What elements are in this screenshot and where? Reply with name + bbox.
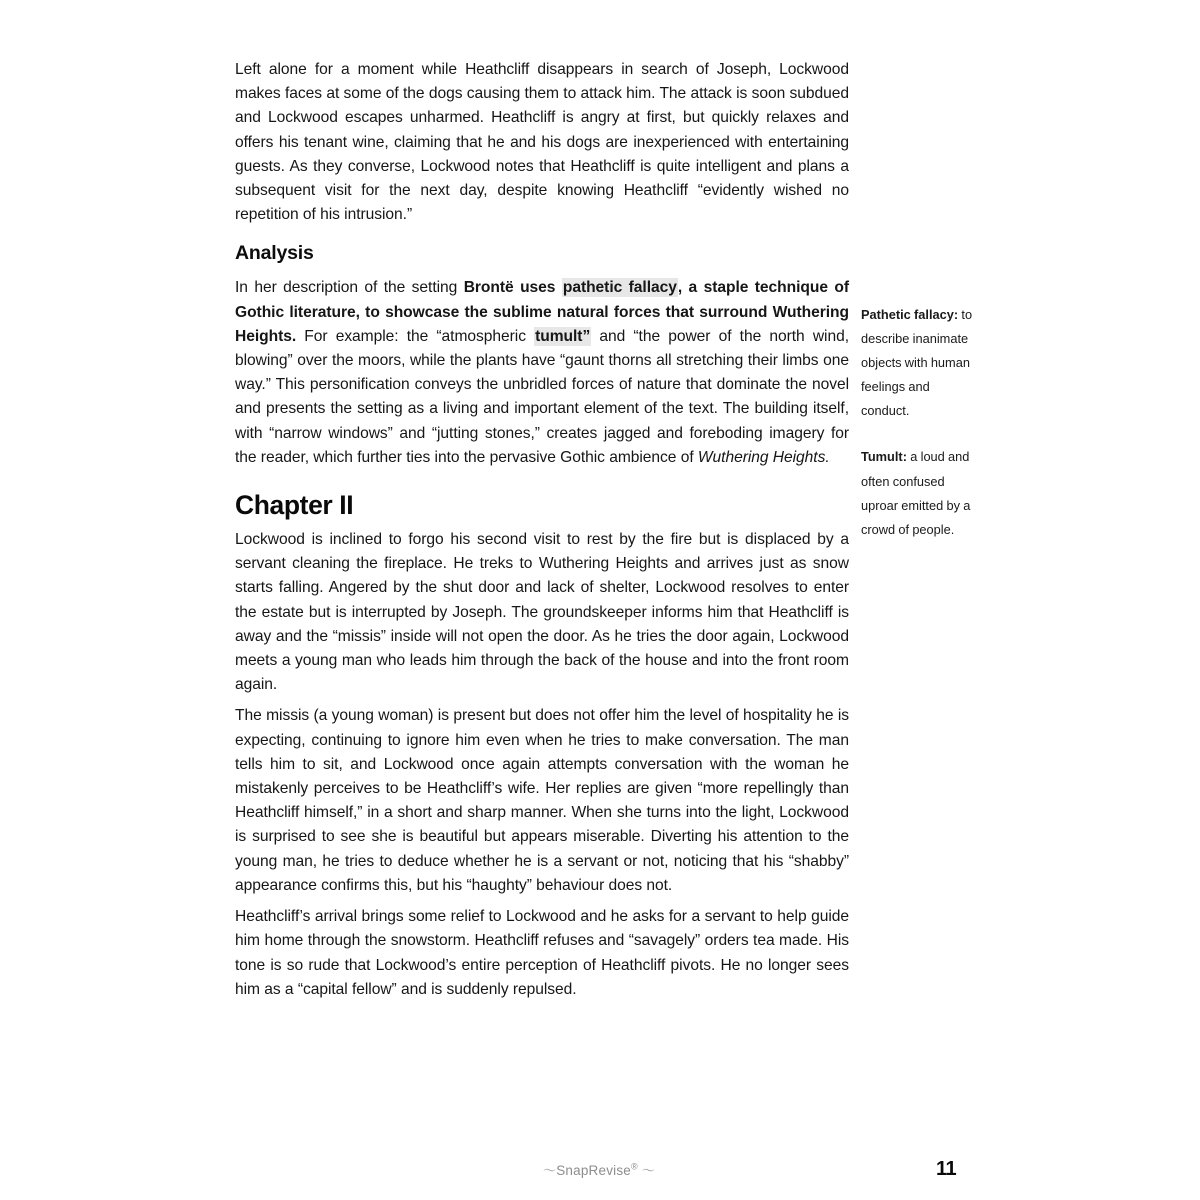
main-text-column (235, 58, 849, 1002)
analysis-heading: Analysis (235, 242, 314, 265)
page-number: 11 (936, 1158, 957, 1180)
analysis-paragraph (235, 276, 849, 470)
book-title-italic: Wuthering Heights. (697, 448, 830, 466)
analysis-run-bold-technique: , a staple technique of Gothic literature, to showcase the sublime natural forces that surround Wuthering Heights. (235, 279, 850, 345)
chapter-heading: Chapter II (235, 490, 354, 521)
glossary-term: Pathetic fallacy: (861, 307, 959, 322)
tilde-left-icon: 〜 (543, 1163, 557, 1178)
registered-trademark-icon: ® (631, 1161, 638, 1172)
analysis-run-plain-example: For example: the “atmospheric (296, 327, 535, 345)
chapter-paragraph: Lockwood is inclined to forgo his second visit to rest by the fire but is displaced by a servant cleaning the fireplace. He treks to Wuthering Heights and arrives just as snow starts falling. Angered by the shut door and lack of shelter, Lockwood resolves to enter the estate but is interrupted by Joseph. The groundskeeper informs him that Heathcliff is away and the “missis” inside will not open the door. As he tries the door again, Lockwood meets a young man who leads him through the back of the house and into the front room again. (235, 531, 849, 694)
page-footer (0, 1158, 1200, 1194)
key-term-tumult: tumult” (535, 327, 591, 345)
tilde-right-icon: 〜 (641, 1163, 655, 1178)
brand-name: SnapRevise (556, 1163, 631, 1178)
key-term-pathetic-fallacy: pathetic fallacy (562, 279, 677, 297)
glossary-definition: to describe inanimate objects with human feelings and conduct. (861, 307, 973, 419)
glossary-term: Tumult: (861, 449, 907, 465)
analysis-run-plain-intro: In her description of the setting (235, 279, 464, 297)
glossary-entry (861, 445, 979, 541)
brand-logo (543, 1160, 655, 1179)
glossary-definition: a loud and often confused uproar emitted by a crowd of people. (861, 449, 971, 537)
analysis-run-plain-tail: and “the power of the north wind, blowing” over the moors, while the plants have “gaunt thorns all stretching their limbs one way.” This personification conveys the unbridled forces of nature that dominate the novel and presents the setting as a living and important element of the text. The building itself, with “narrow windows” and “jutting stones,” creates jagged and foreboding imagery for the reader, which further ties into the pervasive Gothic ambience of (235, 327, 849, 466)
summary-paragraph: Left alone for a moment while Heathcliff disappears in search of Joseph, Lockwood makes faces at some of the dogs causing them to attack him. The attack is soon subdued and Lockwood escapes unharmed. Heathcliff is angry at first, but quickly relaxes and offers his tenant wine, claiming that he and his dogs are inexperienced with entertaining guests. As they converse, Lockwood notes that Heathcliff is quite intelligent and plans a subsequent visit for the next day, despite knowing Heathcliff “evidently wished no repetition of his intrusion.” (235, 61, 849, 224)
glossary-entry (861, 303, 979, 423)
chapter-paragraph: The missis (a young woman) is present but does not offer him the level of hospitality he is expecting, continuing to ignore him even when he tries to make conversation. The man tells him to sit, and Lockwood once again attempts conversation with the woman he mistakenly perceives to be Heathcliff’s wife. Her replies are given “more repellingly than Heathcliff himself,” in a short and sharp manner. When she turns into the light, Lockwood is surprised to see she is beautiful but appears miserable. Diverting his attention to the young man, he tries to deduce whether he is a servant or not, noticing that his “shabby” appearance confirms this, but his “haughty” behaviour does not. (235, 707, 849, 894)
chapter-paragraph: Heathcliff’s arrival brings some relief to Lockwood and he asks for a servant to help guide him home through the snowstorm. Heathcliff refuses and “savagely” orders tea made. His tone is so rude that Lockwood’s entire perception of Heathcliff pivots. He no longer sees him as a “capital fellow” and is suddenly repulsed. (235, 908, 849, 998)
glossary-margin-column (861, 303, 979, 542)
analysis-run-bold-bronte: Brontë uses (463, 279, 562, 297)
